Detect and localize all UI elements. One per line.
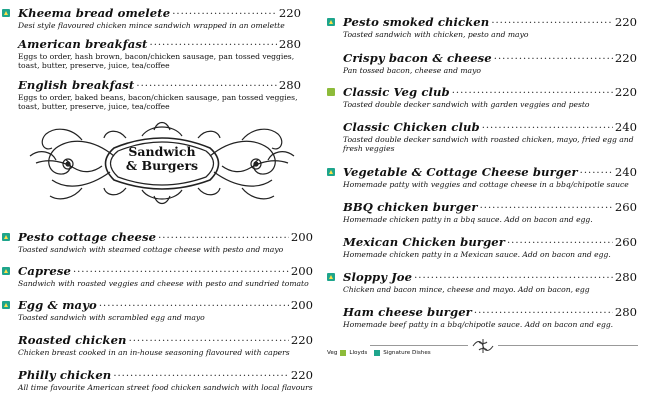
menu-item-roasted-chicken <box>18 333 313 357</box>
signature-dish-icon <box>2 267 10 275</box>
item-description: Chicken breast cooked in an in-house seasoning flavoured with capers <box>18 348 290 357</box>
item-name: Ham cheese burger <box>343 305 472 319</box>
menu-item-american-breakfast <box>18 37 301 71</box>
item-description: All time favourite American street food chicken sandwich with local flavours <box>18 383 313 392</box>
signature-dish-icon <box>327 18 335 26</box>
item-name: BBQ chicken burger <box>343 200 478 214</box>
item-price: 200 <box>290 264 313 278</box>
menu-item-ham-cheese-burger <box>343 305 637 329</box>
signature-dish-icon <box>327 273 335 281</box>
section-banner <box>22 118 302 208</box>
item-description: Toasted double decker sandwich with roasted chicken, mayo, fried egg and fresh veggies <box>343 135 634 154</box>
item-price: 220 <box>614 15 637 29</box>
menu-item-mexican-chicken-burger <box>343 235 637 259</box>
item-name: Crispy bacon & cheese <box>343 51 492 65</box>
menu-item-bbq-chicken-burger <box>343 200 637 224</box>
item-name: English breakfast <box>18 78 135 92</box>
item-name: Vegetable & Cottage Cheese burger <box>343 165 578 179</box>
menu-item-egg-mayo <box>18 298 313 322</box>
item-price: 220 <box>290 368 313 382</box>
signature-dish-icon <box>2 233 10 241</box>
veg-icon <box>327 88 335 96</box>
item-price: 260 <box>614 200 637 214</box>
item-description: Desi style flavoured chicken mince sandwich wrapped in an omelette <box>18 21 285 30</box>
menu-item-sloppy-joe <box>343 270 637 294</box>
menu-item-philly-chicken <box>18 368 313 392</box>
item-name: Mexican Chicken burger <box>343 235 505 249</box>
item-price: 200 <box>290 298 313 312</box>
section-title <box>22 145 302 173</box>
item-price: 220 <box>614 85 637 99</box>
item-description: Pan tossed bacon, cheese and mayo <box>343 66 481 75</box>
menu-item-classic-chicken-club <box>343 120 637 154</box>
item-price: 280 <box>278 78 301 92</box>
section-title-line1: Sandwich <box>128 144 196 159</box>
item-name: Pesto smoked chicken <box>343 15 490 29</box>
item-description: Chicken and bacon mince, cheese and mayo. Add on bacon, egg <box>343 285 590 294</box>
section-title-line2: & Burgers <box>125 158 199 173</box>
signature-dish-icon <box>327 168 335 176</box>
signature-dish-icon <box>374 350 380 356</box>
menu-item-crispy-bacon-cheese <box>343 51 637 75</box>
item-name: Classic Veg club <box>343 85 450 99</box>
menu-item-pesto-cottage-cheese <box>18 230 313 254</box>
item-price: 240 <box>614 120 637 134</box>
item-description: Sandwich with roasted veggies and cheese with pesto and sundried tomato <box>18 279 309 288</box>
item-name: American breakfast <box>18 37 148 51</box>
item-name: Roasted chicken <box>18 333 127 347</box>
item-description: Toasted sandwich with steamed cottage cheese with pesto and mayo <box>18 245 284 254</box>
flourish-icon <box>471 337 495 355</box>
item-description: Toasted sandwich with chicken, pesto and mayo <box>343 30 529 39</box>
divider-line-left <box>370 345 468 346</box>
menu-item-pesto-smoked-chicken <box>343 15 637 39</box>
item-name: Sloppy Joe <box>343 270 413 284</box>
item-description: Eggs to order, hash brown, bacon/chicken sausage, pan tossed veggies, toast, butter, preserve, juice, tea/coffee <box>18 52 295 71</box>
menu-item-vegetable-cottage-cheese-burger <box>343 165 637 189</box>
legend-veg-label: Veg <box>327 350 338 356</box>
item-description: Homemade patty with veggies and cottage cheese in a bbq/chipotle sauce <box>343 180 629 189</box>
item-name: Caprese <box>18 264 71 278</box>
legend-signature-label: Signature Dishes <box>383 350 431 356</box>
item-price: 260 <box>614 235 637 249</box>
menu-item-kheema-bread-omelete <box>18 6 301 30</box>
signature-dish-icon <box>2 301 10 309</box>
legend <box>327 350 431 356</box>
item-description: Homemade chicken patty in a bbq sauce. Add on bacon and egg. <box>343 215 593 224</box>
item-description: Eggs to order, baked beans, bacon/chicken sausage, pan tossed veggies, toast, butter, preserve, juice, tea/coffee <box>18 93 298 112</box>
menu-item-caprese <box>18 264 313 288</box>
item-price: 280 <box>614 305 637 319</box>
legend-lloyds-label: Lloyds <box>349 350 368 356</box>
menu-item-classic-veg-club <box>343 85 637 109</box>
item-name: Philly chicken <box>18 368 112 382</box>
item-description: Toasted sandwich with scrambled egg and mayo <box>18 313 205 322</box>
item-price: 280 <box>614 270 637 284</box>
item-price: 220 <box>290 333 313 347</box>
item-name: Egg & mayo <box>18 298 97 312</box>
signature-dish-icon <box>2 9 10 17</box>
divider-line-right <box>498 345 638 346</box>
veg-icon <box>340 350 346 356</box>
item-price: 280 <box>278 37 301 51</box>
item-name: Classic Chicken club <box>343 120 480 134</box>
item-description: Homemade chicken patty in a Mexican sauce. Add on bacon and egg. <box>343 250 611 259</box>
item-name: Kheema bread omelete <box>18 6 171 20</box>
item-description: Toasted double decker sandwich with garden veggies and pesto <box>343 100 590 109</box>
item-price: 220 <box>278 6 301 20</box>
item-name: Pesto cottage cheese <box>18 230 157 244</box>
item-price: 200 <box>290 230 313 244</box>
menu-item-english-breakfast <box>18 78 301 112</box>
item-price: 240 <box>614 165 637 179</box>
item-price: 220 <box>614 51 637 65</box>
item-description: Homemade beef patty in a bbq/chipotle sauce. Add on bacon and egg. <box>343 320 614 329</box>
